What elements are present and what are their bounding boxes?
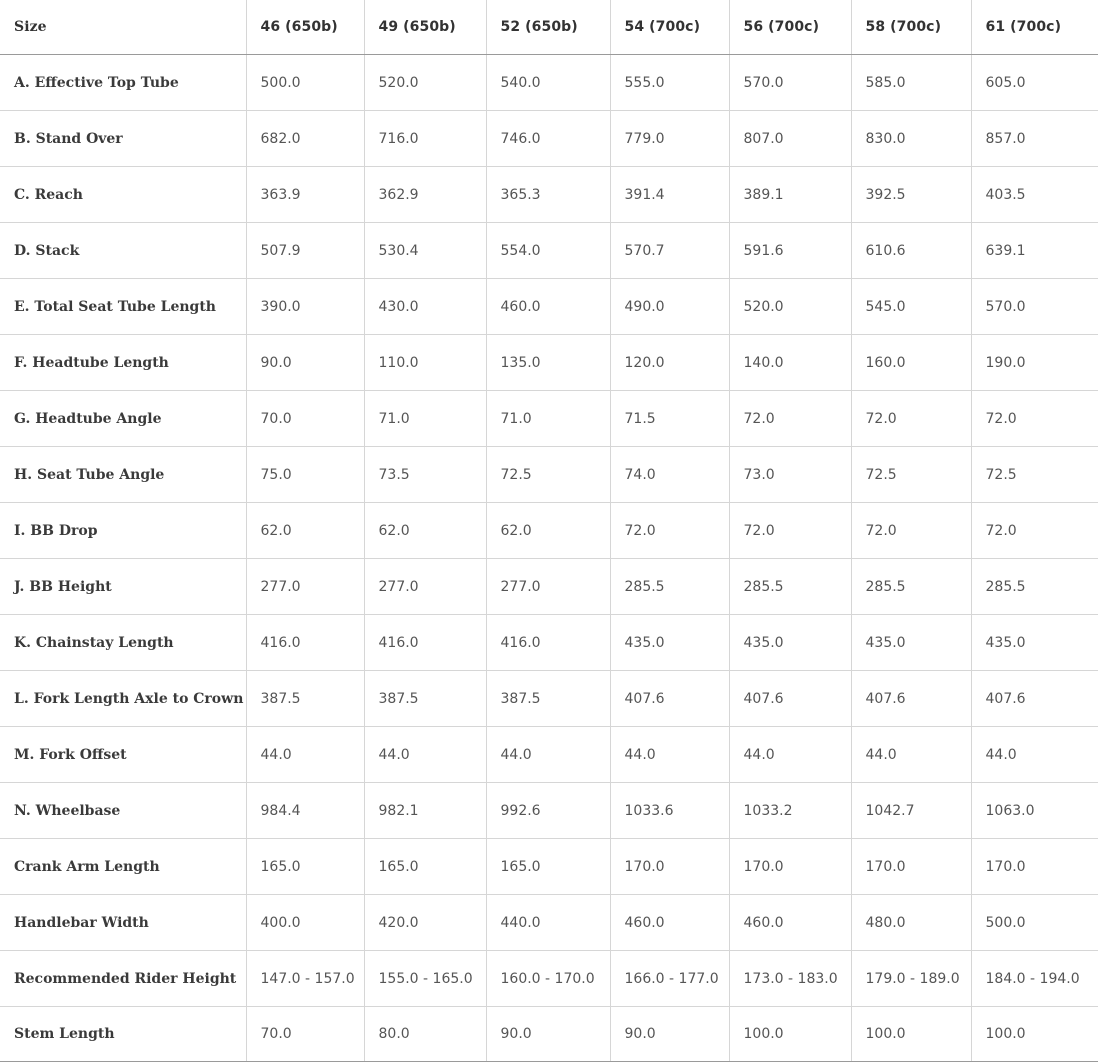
size-header-52: 52 (650b) [486,0,610,55]
table-cell: 44.0 [610,727,729,783]
row-label: Crank Arm Length [0,839,246,895]
table-row [0,223,1098,279]
table-cell: 435.0 [610,615,729,671]
table-row [0,503,1098,559]
table-cell: 779.0 [610,111,729,167]
table-cell: 391.4 [610,167,729,223]
table-cell: 500.0 [971,895,1098,951]
table-cell: 44.0 [246,727,364,783]
table-cell: 44.0 [971,727,1098,783]
table-cell: 73.0 [729,447,851,503]
table-cell: 44.0 [851,727,971,783]
table-cell: 716.0 [364,111,486,167]
table-cell: 1033.2 [729,783,851,839]
table-row [0,727,1098,783]
table-row [0,279,1098,335]
table-cell: 160.0 - 170.0 [486,951,610,1007]
row-label: C. Reach [0,167,246,223]
table-cell: 72.0 [851,391,971,447]
table-cell: 500.0 [246,55,364,111]
table-cell: 165.0 [364,839,486,895]
table-cell: 416.0 [246,615,364,671]
row-label: A. Effective Top Tube [0,55,246,111]
row-label: J. BB Height [0,559,246,615]
table-cell: 71.5 [610,391,729,447]
table-row [0,167,1098,223]
table-cell: 570.0 [971,279,1098,335]
size-column-header: Size [0,0,246,55]
table-row [0,559,1098,615]
table-cell: 507.9 [246,223,364,279]
table-cell: 173.0 - 183.0 [729,951,851,1007]
table-cell: 44.0 [486,727,610,783]
table-cell: 682.0 [246,111,364,167]
row-label: L. Fork Length Axle to Crown [0,671,246,727]
table-cell: 407.6 [610,671,729,727]
table-cell: 165.0 [486,839,610,895]
table-cell: 73.5 [364,447,486,503]
table-cell: 170.0 [971,839,1098,895]
table-cell: 71.0 [364,391,486,447]
table-cell: 610.6 [851,223,971,279]
table-cell: 430.0 [364,279,486,335]
row-label: K. Chainstay Length [0,615,246,671]
table-cell: 285.5 [610,559,729,615]
table-cell: 480.0 [851,895,971,951]
table-cell: 392.5 [851,167,971,223]
table-cell: 363.9 [246,167,364,223]
row-label: Recommended Rider Height [0,951,246,1007]
table-cell: 1042.7 [851,783,971,839]
table-cell: 555.0 [610,55,729,111]
table-cell: 62.0 [486,503,610,559]
table-cell: 554.0 [486,223,610,279]
table-cell: 830.0 [851,111,971,167]
table-cell: 1063.0 [971,783,1098,839]
table-cell: 184.0 - 194.0 [971,951,1098,1007]
table-cell: 400.0 [246,895,364,951]
table-cell: 605.0 [971,55,1098,111]
table-cell: 435.0 [851,615,971,671]
table-cell: 387.5 [364,671,486,727]
table-cell: 44.0 [729,727,851,783]
table-cell: 285.5 [971,559,1098,615]
table-cell: 90.0 [610,1007,729,1062]
row-label: H. Seat Tube Angle [0,447,246,503]
table-cell: 74.0 [610,447,729,503]
table-cell: 62.0 [246,503,364,559]
row-label: M. Fork Offset [0,727,246,783]
table-cell: 72.0 [610,503,729,559]
size-header-46: 46 (650b) [246,0,364,55]
table-row [0,951,1098,1007]
table-cell: 140.0 [729,335,851,391]
size-header-49: 49 (650b) [364,0,486,55]
table-cell: 70.0 [246,1007,364,1062]
table-cell: 460.0 [486,279,610,335]
table-cell: 277.0 [246,559,364,615]
table-cell: 165.0 [246,839,364,895]
table-cell: 72.0 [851,503,971,559]
table-cell: 147.0 - 157.0 [246,951,364,1007]
table-cell: 520.0 [729,279,851,335]
table-cell: 407.6 [971,671,1098,727]
size-header-54: 54 (700c) [610,0,729,55]
table-cell: 639.1 [971,223,1098,279]
table-cell: 170.0 [610,839,729,895]
table-cell: 540.0 [486,55,610,111]
table-row [0,447,1098,503]
table-cell: 166.0 - 177.0 [610,951,729,1007]
table-row [0,391,1098,447]
table-cell: 170.0 [729,839,851,895]
table-cell: 530.4 [364,223,486,279]
row-label: Stem Length [0,1007,246,1062]
table-cell: 460.0 [729,895,851,951]
table-cell: 72.5 [851,447,971,503]
table-cell: 435.0 [729,615,851,671]
table-cell: 460.0 [610,895,729,951]
table-cell: 746.0 [486,111,610,167]
table-cell: 362.9 [364,167,486,223]
row-label: F. Headtube Length [0,335,246,391]
table-cell: 170.0 [851,839,971,895]
table-cell: 72.0 [971,503,1098,559]
table-row [0,895,1098,951]
table-cell: 72.0 [729,503,851,559]
table-cell: 80.0 [364,1007,486,1062]
table-row [0,111,1098,167]
table-cell: 387.5 [246,671,364,727]
table-cell: 591.6 [729,223,851,279]
table-cell: 120.0 [610,335,729,391]
table-row [0,55,1098,111]
table-cell: 387.5 [486,671,610,727]
geometry-table-header [0,0,1098,55]
table-cell: 416.0 [364,615,486,671]
table-cell: 70.0 [246,391,364,447]
table-cell: 71.0 [486,391,610,447]
table-cell: 407.6 [851,671,971,727]
row-label: I. BB Drop [0,503,246,559]
table-cell: 110.0 [364,335,486,391]
table-cell: 62.0 [364,503,486,559]
table-cell: 90.0 [486,1007,610,1062]
table-cell: 984.4 [246,783,364,839]
table-cell: 389.1 [729,167,851,223]
table-cell: 807.0 [729,111,851,167]
table-cell: 407.6 [729,671,851,727]
row-label: G. Headtube Angle [0,391,246,447]
table-cell: 992.6 [486,783,610,839]
row-label: E. Total Seat Tube Length [0,279,246,335]
table-cell: 982.1 [364,783,486,839]
table-cell: 90.0 [246,335,364,391]
table-cell: 100.0 [851,1007,971,1062]
table-row [0,615,1098,671]
table-cell: 857.0 [971,111,1098,167]
table-cell: 72.0 [971,391,1098,447]
size-header-61: 61 (700c) [971,0,1098,55]
table-cell: 100.0 [971,1007,1098,1062]
header-row [0,0,1098,55]
table-cell: 440.0 [486,895,610,951]
table-row [0,783,1098,839]
geometry-table-body [0,55,1098,1062]
table-cell: 72.5 [971,447,1098,503]
table-cell: 365.3 [486,167,610,223]
table-cell: 160.0 [851,335,971,391]
table-cell: 490.0 [610,279,729,335]
size-header-58: 58 (700c) [851,0,971,55]
row-label: N. Wheelbase [0,783,246,839]
table-cell: 100.0 [729,1007,851,1062]
table-cell: 44.0 [364,727,486,783]
row-label: D. Stack [0,223,246,279]
table-cell: 72.5 [486,447,610,503]
table-cell: 585.0 [851,55,971,111]
table-cell: 135.0 [486,335,610,391]
table-cell: 277.0 [364,559,486,615]
table-cell: 420.0 [364,895,486,951]
table-cell: 570.7 [610,223,729,279]
table-cell: 545.0 [851,279,971,335]
table-cell: 285.5 [851,559,971,615]
table-row [0,1007,1098,1062]
table-cell: 1033.6 [610,783,729,839]
table-cell: 435.0 [971,615,1098,671]
table-cell: 190.0 [971,335,1098,391]
table-cell: 72.0 [729,391,851,447]
row-label: B. Stand Over [0,111,246,167]
table-cell: 179.0 - 189.0 [851,951,971,1007]
row-label: Handlebar Width [0,895,246,951]
table-cell: 416.0 [486,615,610,671]
size-header-56: 56 (700c) [729,0,851,55]
table-cell: 390.0 [246,279,364,335]
table-cell: 285.5 [729,559,851,615]
table-row [0,335,1098,391]
table-cell: 155.0 - 165.0 [364,951,486,1007]
table-cell: 403.5 [971,167,1098,223]
table-cell: 277.0 [486,559,610,615]
table-row [0,671,1098,727]
table-row [0,839,1098,895]
table-cell: 75.0 [246,447,364,503]
table-cell: 570.0 [729,55,851,111]
table-cell: 520.0 [364,55,486,111]
